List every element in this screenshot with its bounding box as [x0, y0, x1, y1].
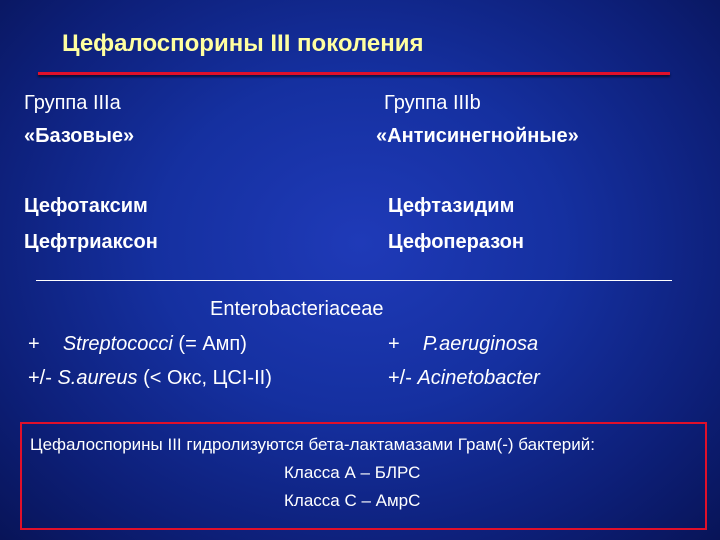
spectrum-left-2-note: (< Окс, ЦСI-II): [137, 367, 272, 389]
spectrum-left-row-1: [28, 333, 247, 356]
group-a-name: Группа IIIa: [24, 92, 121, 114]
group-b-drug-1: Цефтазидим: [388, 195, 515, 217]
spectrum-left-2-prefix: +/-: [28, 367, 52, 389]
note-line-2: Класса А – БЛРС: [284, 463, 421, 482]
spectrum-left-1-organism: Streptococci: [62, 333, 173, 355]
spectrum-right-1-prefix: +: [388, 333, 400, 355]
spectrum-common: Enterobacteriaceae: [210, 298, 384, 320]
group-b-name: Группа IIIb: [384, 92, 481, 114]
spectrum-right-2-prefix: +/-: [388, 367, 412, 389]
spectrum-right-2-organism: Acinetobacter: [417, 367, 540, 389]
slide-title: Цефалоспорины III поколения: [62, 30, 424, 57]
group-b-drug-2: Цефоперазон: [388, 231, 524, 253]
title-underline: [38, 72, 670, 75]
spectrum-left-1-note: (= Амп): [172, 333, 247, 355]
spectrum-right-1-organism: P.aeruginosa: [422, 333, 539, 355]
group-a-drug-1: Цефотаксим: [24, 195, 148, 217]
group-b-subtitle: «Антисинегнойные»: [376, 125, 579, 147]
section-divider: [36, 280, 672, 281]
group-a-subtitle: «Базовые»: [24, 125, 135, 147]
spectrum-left-2-organism: S.aureus: [57, 367, 138, 389]
note-line-3: Класса С – АмрС: [284, 491, 421, 510]
spectrum-left-1-prefix: +: [28, 333, 40, 355]
note-line-1: Цефалоспорины III гидролизуются бета-лактамазами Грам(-) бактерий:: [30, 435, 595, 454]
spectrum-left-row-2: [28, 367, 272, 390]
spectrum-right-row-1: [388, 333, 538, 356]
group-a-drug-2: Цефтриаксон: [24, 231, 158, 253]
spectrum-right-row-2: [388, 367, 540, 390]
